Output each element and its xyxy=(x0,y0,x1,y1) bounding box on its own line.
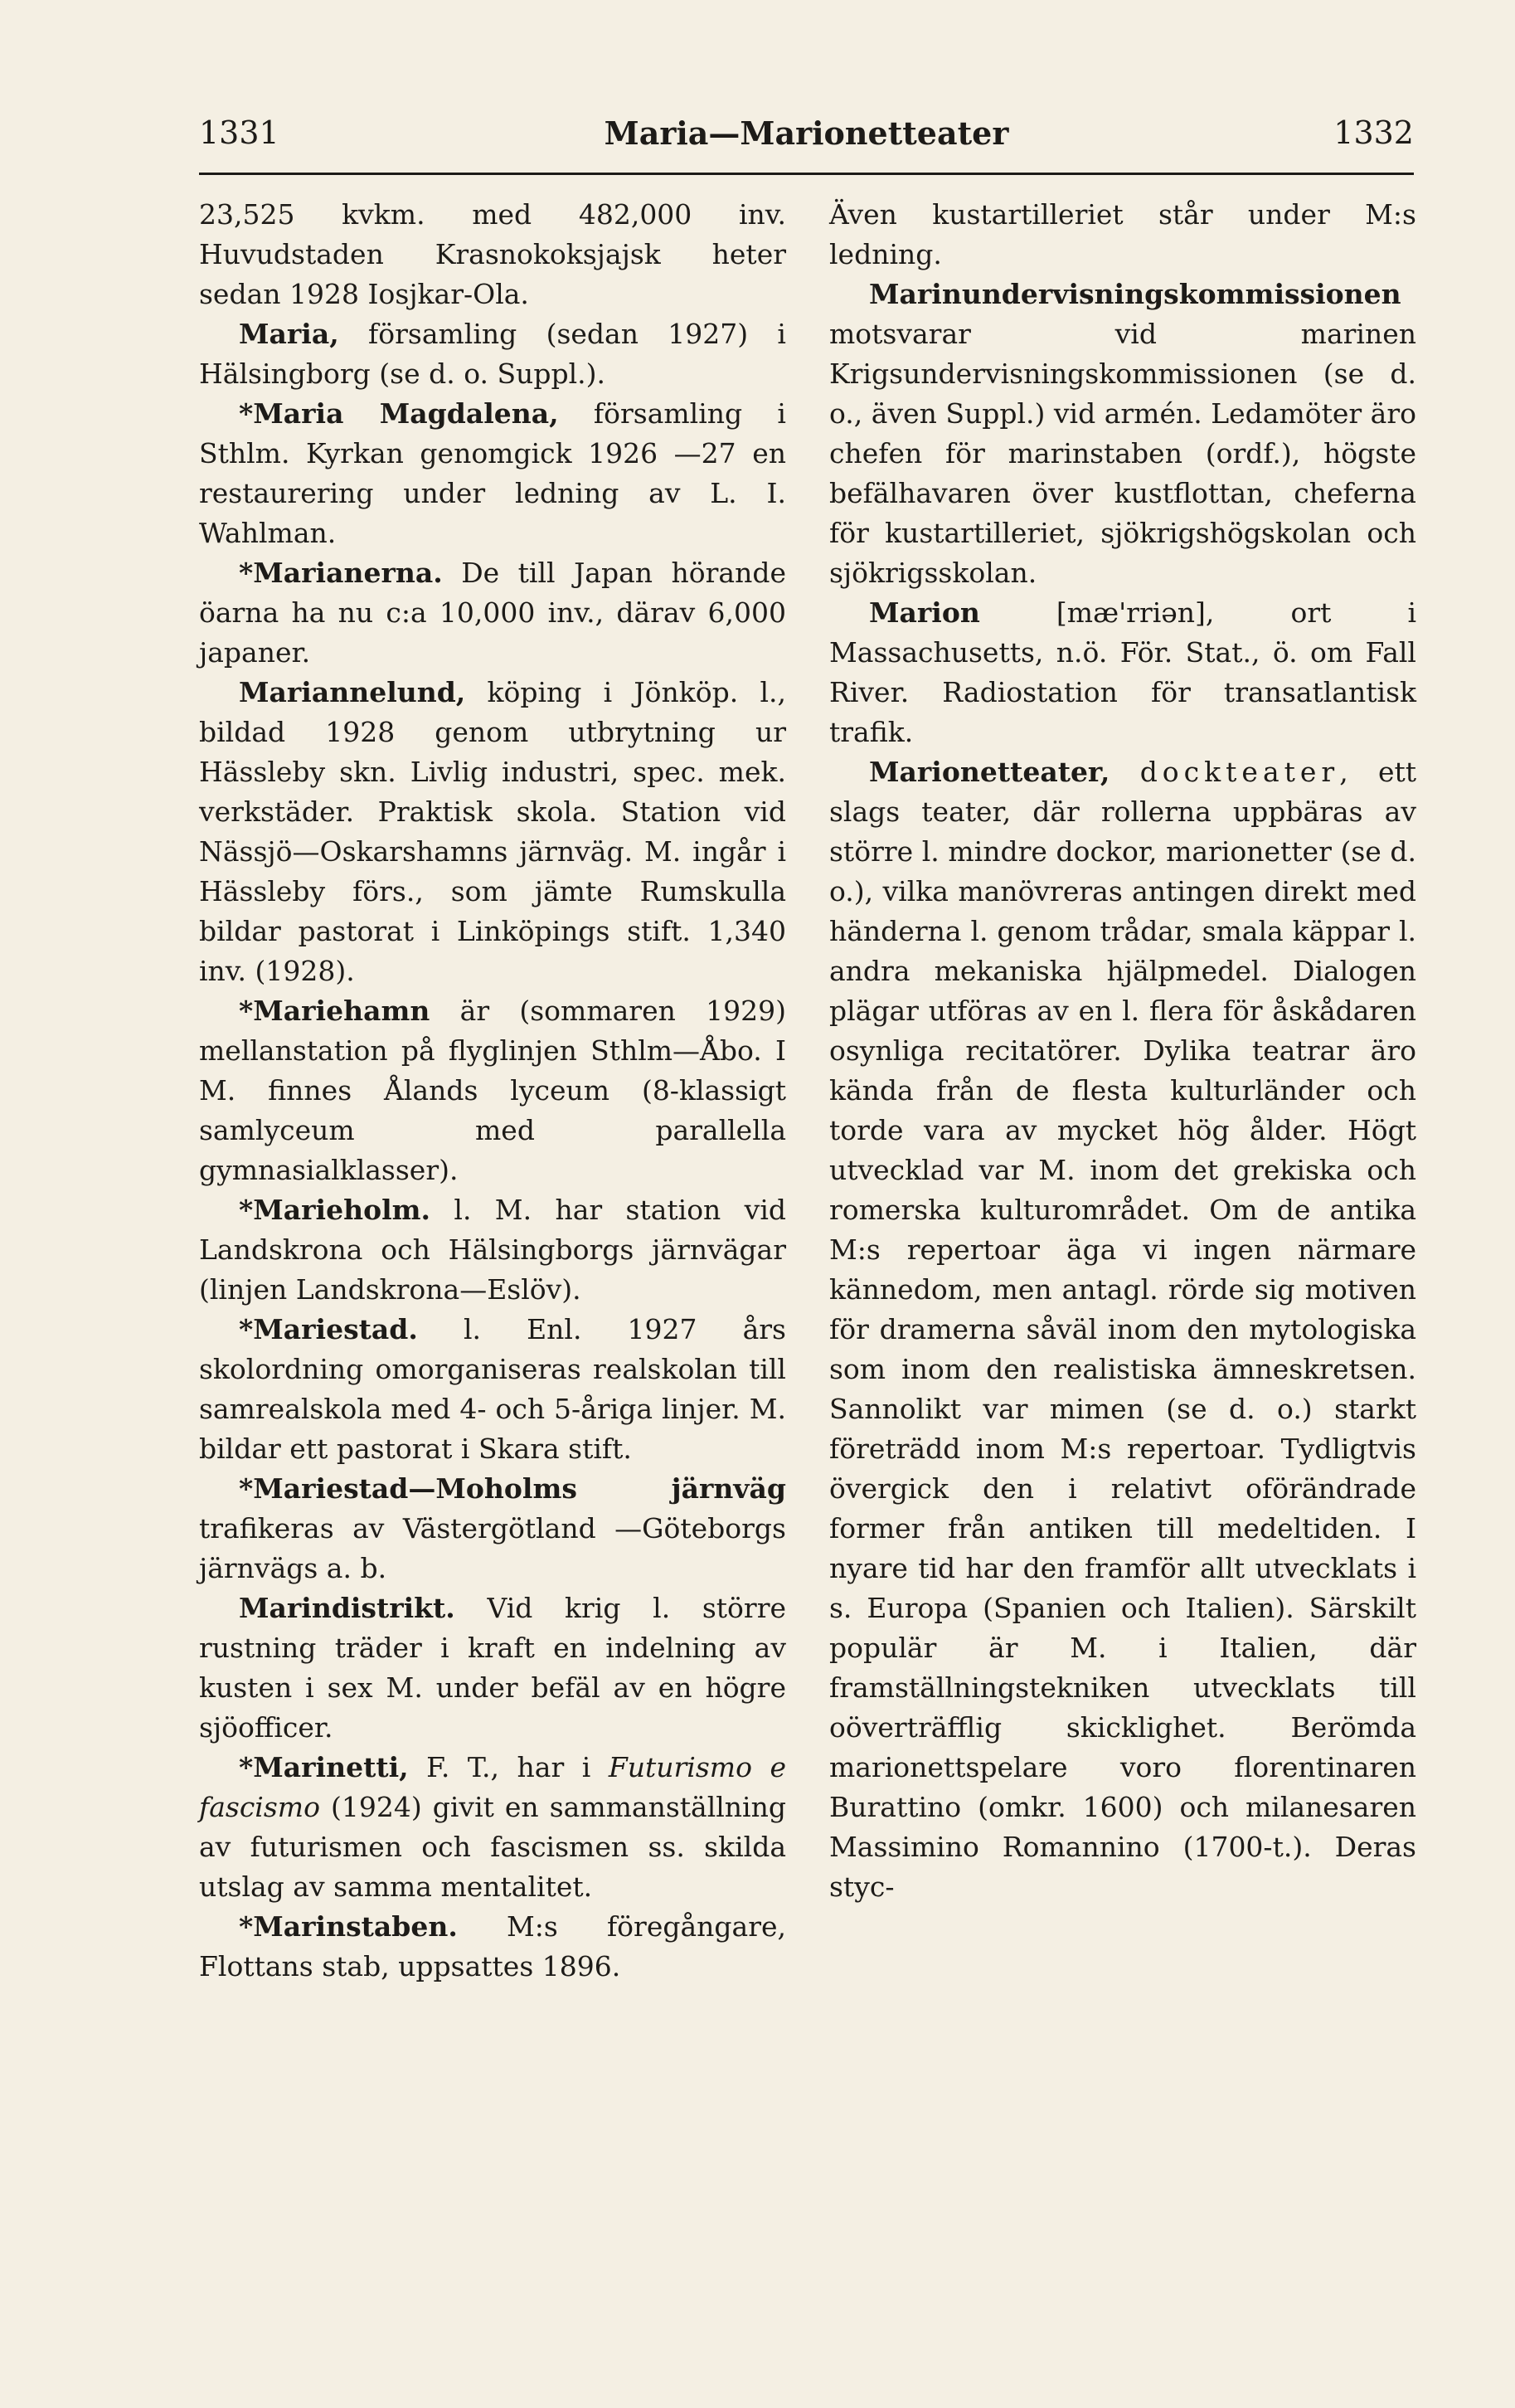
headword: Marion xyxy=(869,596,980,629)
entry: *Marianerna. De till Japan hörande öarna ha nu c:a 10,000 inv., därav 6,000 japaner. xyxy=(199,557,786,669)
headword: Marindistrikt. xyxy=(239,1592,455,1624)
entry: *Marinstaben. M:s föregångare, Flottans stab, uppsattes 1896. xyxy=(199,1910,786,1982)
right-column xyxy=(829,195,1416,1907)
entry: Marinundervisningskommissionen motsvarar vid marinen Krigsundervisningskommissionen (se d. o., även Suppl.) vid armén. Ledamöter äro chefen för marinstaben (ordf.), högste befälhavaren över kustflottan, cheferna för kustartilleriet, sjökrigshögskolan och sjökrigsskolan. xyxy=(829,278,1416,589)
left-column xyxy=(199,195,786,1987)
headword: Maria, xyxy=(239,318,339,350)
entry: *Marieholm. l. M. har station vid Landskrona och Hälsingborgs järnvägar (linjen Landskrona—Eslöv). xyxy=(199,1194,786,1306)
headword: *Maria Magdalena, xyxy=(239,397,559,430)
entry: *Mariestad. l. Enl. 1927 års skolordning omorganiseras realskolan till samrealskola med 4- och 5-åriga linjer. M. bildar ett pastorat i Skara stift. xyxy=(199,1313,786,1465)
page-number-right: 1332 xyxy=(1333,114,1414,151)
headword: Marionetteater, xyxy=(869,756,1110,788)
entry: *Mariestad—Moholms järnväg trafikeras av Västergötland —Göteborgs järnvägs a. b. xyxy=(199,1472,786,1584)
entry: Marindistrikt. Vid krig l. större rustning träder i kraft en indelning av kusten i sex M. under befäl av en högre sjöofficer. xyxy=(199,1592,786,1744)
header-rule xyxy=(199,173,1414,175)
entry: Maria, församling (sedan 1927) i Hälsingborg (se d. o. Suppl.). xyxy=(199,318,786,390)
entry: Marionetteater, dockteater, ett slags teater, där rollerna uppbäras av större l. mindre dockor, marionetter (se d. o.), vilka manövreras antingen direkt med händerna l. genom trådar, smala käppar l. andra mekaniska hjälpmedel. Dialogen plägar utföras av en l. flera för åskådaren osynliga recitatörer. Dylika teatrar äro kända från de flesta kulturländer och torde vara av mycket hög ålder. Högt utvecklad var M. inom det grekiska och romerska kulturområdet. Om de antika M:s repertoar äga vi ingen närmare kännedom, men antagl. rörde sig motiven för dramerna såväl inom den mytologiska som inom den realistiska ämneskretsen. Sannolikt var mimen (se d. o.) starkt företrädd inom M:s repertoar. Tydligtvis övergick den i relativt oförändrade former från antiken till medeltiden. I nyare tid har den framför allt utvecklats i s. Europa (Spanien och Italien). Särskilt populär är M. i Italien, där framställningstekniken utvecklats till oöverträfflig skicklighet. Berömda marionettspelare voro florentinaren Burattino (omkr. 1600) och milanesaren Massimino Romannino (1700-t.). Deras styc- xyxy=(829,756,1416,1903)
headword: *Marinetti, xyxy=(239,1751,409,1783)
headword: *Marieholm. xyxy=(239,1194,431,1226)
entry: 23,525 kvkm. med 482,000 inv. Huvudstaden Krasnokoksjajsk heter sedan 1928 Iosjkar-Ola. xyxy=(199,198,786,310)
headword: Mariannelund, xyxy=(239,676,466,708)
entry: Mariannelund, köping i Jönköp. l., bildad 1928 genom utbrytning ur Hässleby skn. Livlig industri, spec. mek. verkstäder. Praktisk skola. Station vid Nässjö—Oskarshamns järnväg. M. ingår i Hässleby förs., som jämte Rumskulla bildar pastorat i Linköpings stift. 1,340 inv. (1928). xyxy=(199,676,786,987)
entry: Även kustartilleriet står under M:s ledning. xyxy=(829,198,1416,270)
entry: *Maria Magdalena, församling i Sthlm. Kyrkan genomgick 1926 —27 en restaurering under ledning av L. I. Wahlman. xyxy=(199,397,786,549)
entry: *Mariehamn är (sommaren 1929) mellanstation på flyglinjen Sthlm—Åbo. I M. finnes Ålands lyceum (8-klassigt samlyceum med parallella gymnasialklasser). xyxy=(199,995,786,1186)
entry: *Marinetti, F. T., har i Futurismo e fascismo (1924) givit en sammanställning av futurismen och fascismen ss. skilda utslag av samma mentalitet. xyxy=(199,1751,787,1903)
headword: *Marianerna. xyxy=(239,557,443,589)
headword: *Marinstaben. xyxy=(239,1910,458,1943)
headword: *Mariestad. xyxy=(239,1313,418,1345)
page-header xyxy=(199,106,1414,173)
headword: *Mariestad—Moholms järnväg xyxy=(239,1472,786,1505)
entry: Marion [mæ'rriən], ort i Massachusetts, n.ö. För. Stat., ö. om Fall River. Radiostation för transatlantisk trafik. xyxy=(829,596,1416,748)
page-number-left: 1331 xyxy=(199,114,279,151)
running-title: Maria—Marionetteater xyxy=(604,114,1009,152)
headword: *Mariehamn xyxy=(239,995,430,1027)
headword: Marinundervisningskommissionen xyxy=(869,278,1401,310)
